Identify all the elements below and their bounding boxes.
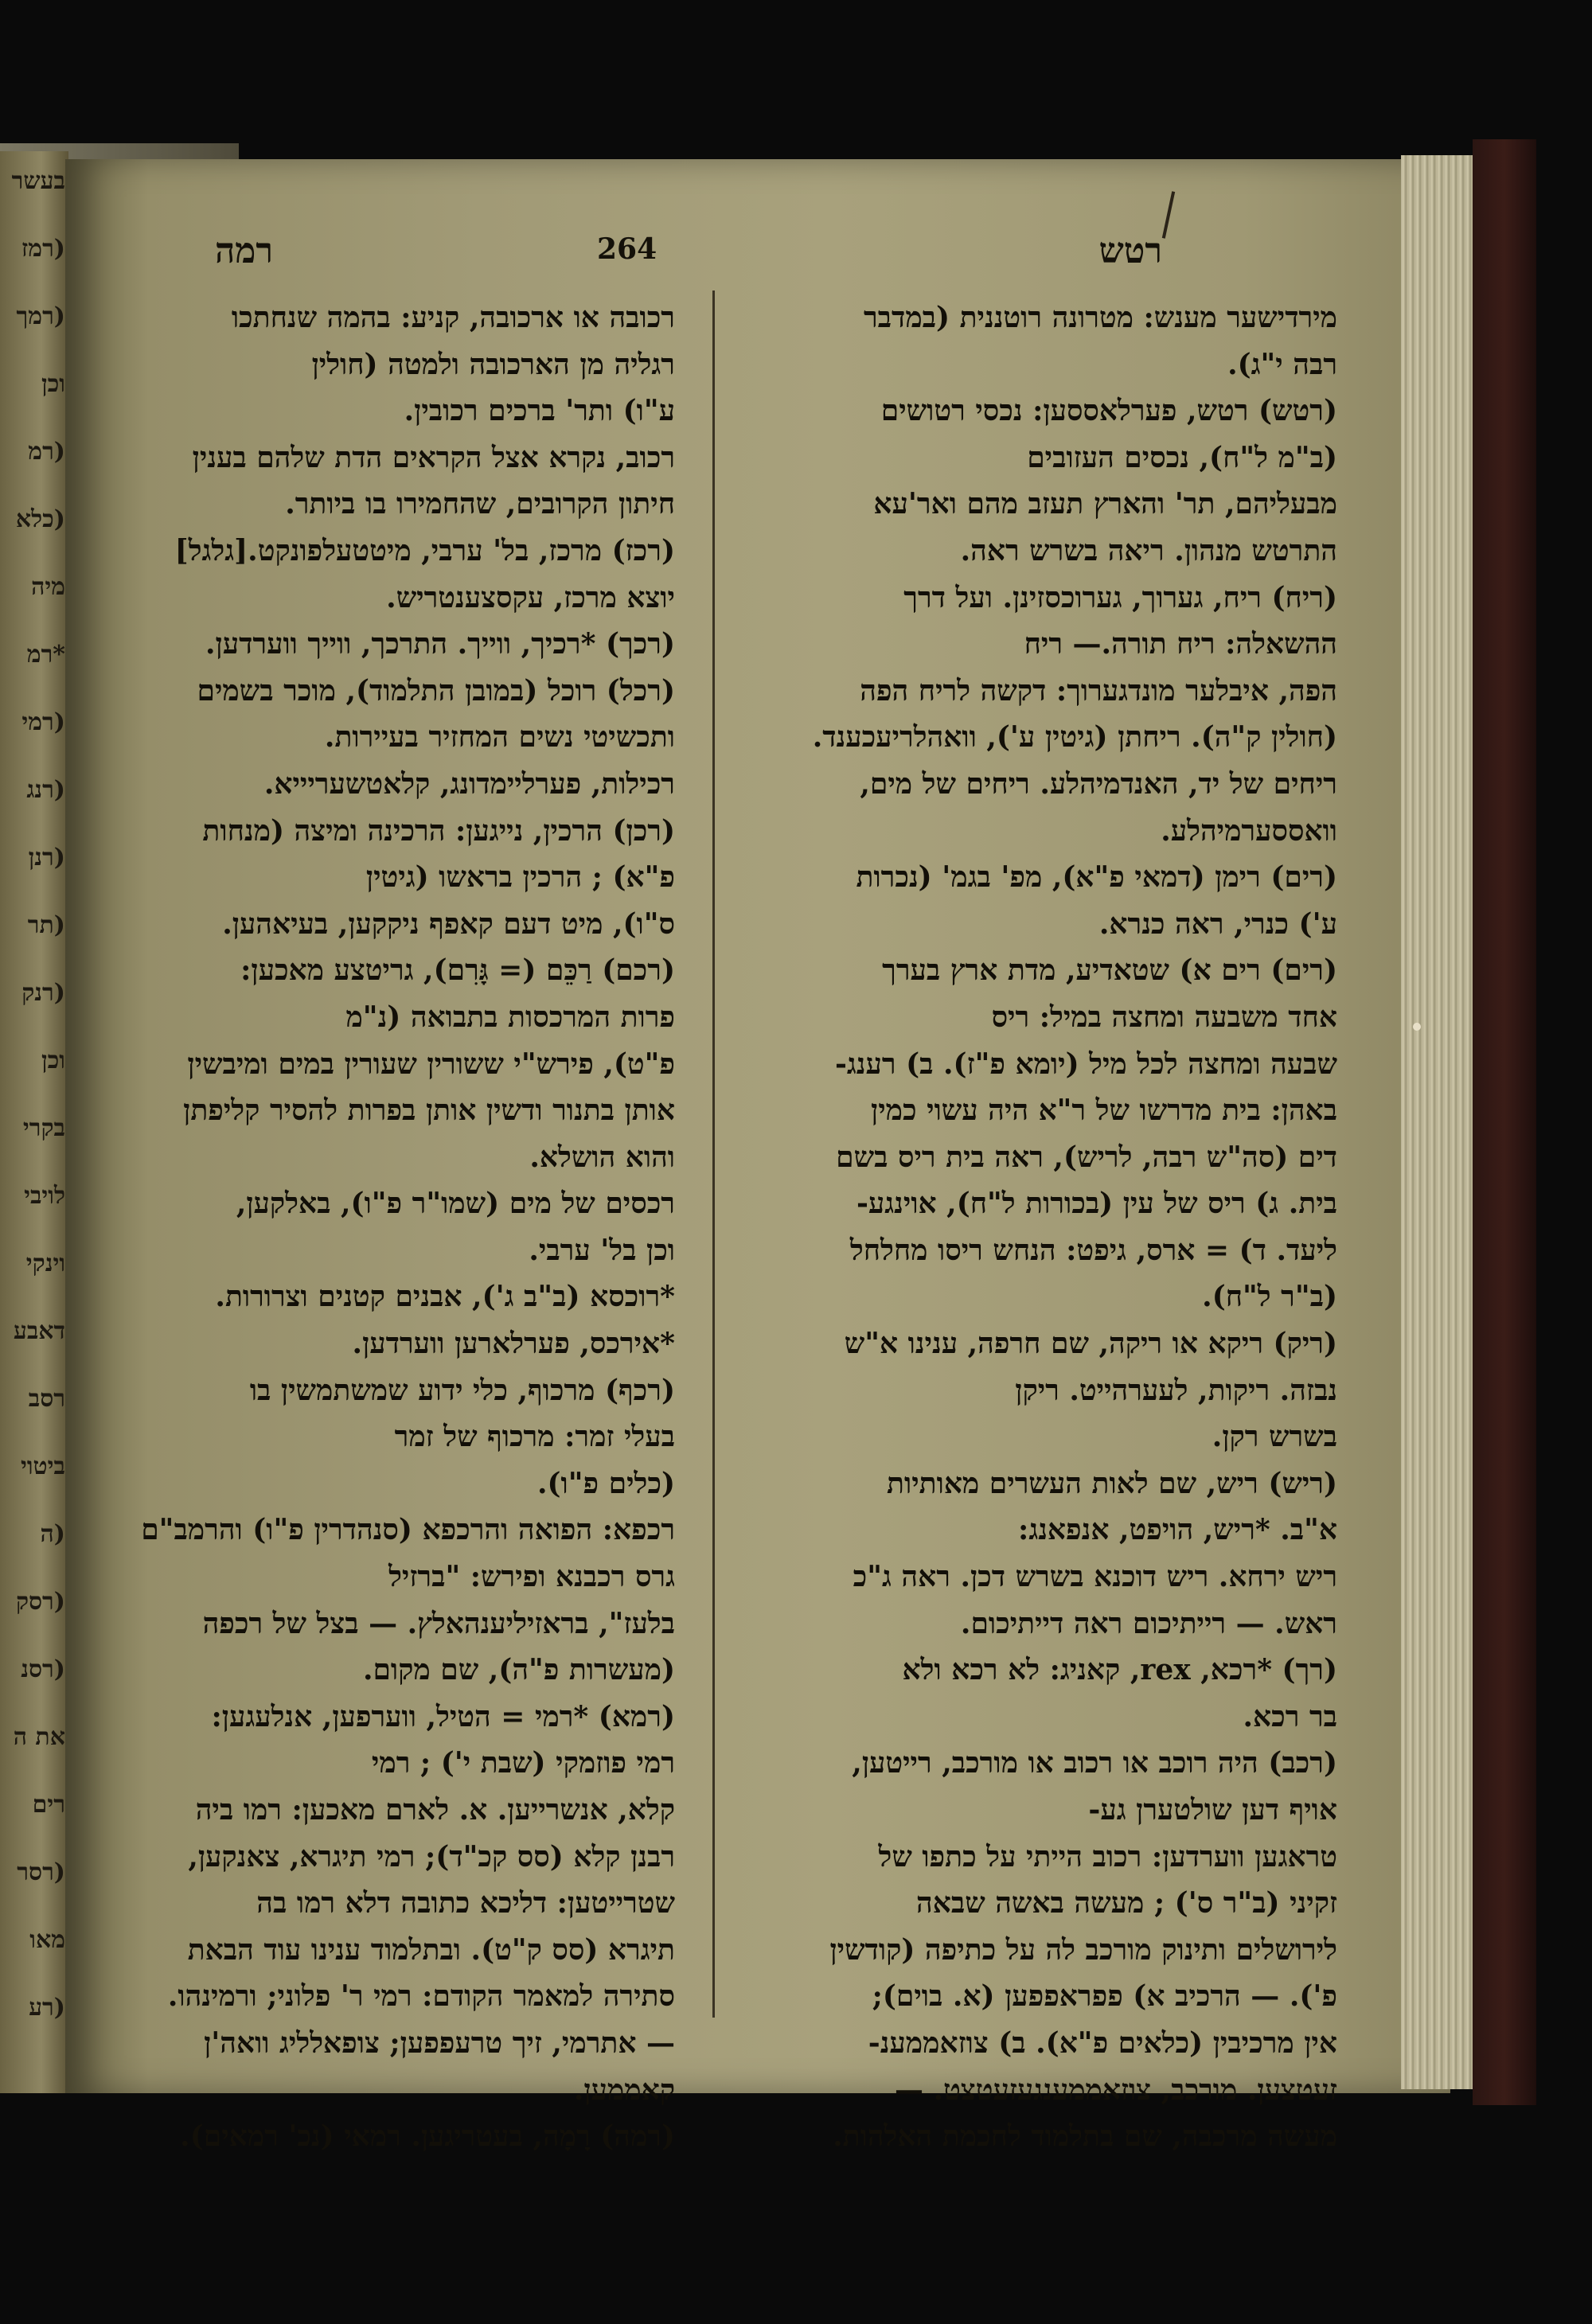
previous-page-fragment: רים bbox=[32, 1791, 65, 1819]
right-column-line: ע') כנרי, ראה כנרא. bbox=[1098, 907, 1337, 941]
previous-page-fragment: וכן bbox=[41, 370, 65, 398]
page-header bbox=[127, 231, 1369, 279]
left-column-line: רבנן קלא (סס קכ"ד); רמי תיגרא, צאנקען, bbox=[188, 1839, 675, 1874]
previous-page-fragment: וכן bbox=[41, 1047, 65, 1074]
left-column-line: רגליה מן הארכובה ולמטה (חולין bbox=[311, 347, 675, 381]
right-column-line: (רים) רים א) שטאדיע, מדת ארץ בערך bbox=[882, 953, 1337, 988]
right-column-line: הפה, איבלער מונדגערוך: דקשה לריח הפה bbox=[860, 673, 1337, 708]
left-column-line: שטרייטען: דליכא כתובה דלא רמו בה bbox=[256, 1886, 675, 1920]
left-column-line: רמי פוזמקי (שבת י') ; רמי bbox=[371, 1746, 675, 1780]
right-column-line: מבעליהם, תר' והארץ תעזב מהם ואר'עא bbox=[873, 487, 1337, 521]
previous-page-fragment: (רסנ bbox=[21, 1655, 65, 1683]
previous-page-fragment: וינקי bbox=[25, 1250, 65, 1277]
right-column-line: א"ב. *ריש, הויפט, אנפאנג: bbox=[1018, 1513, 1337, 1547]
right-column-line: אויף דען שולטערן גע- bbox=[1088, 1793, 1337, 1827]
previous-page-fragment: ביטוי bbox=[21, 1452, 65, 1480]
previous-page-fragment: (רנג bbox=[26, 776, 65, 804]
left-column-line: פ"ט), פירש"י ששורין שעורין במים ומיבשין bbox=[187, 1047, 675, 1081]
left-column-line: (רכל) רוכל (במובן התלמוד), מוכר בשמים bbox=[197, 673, 675, 708]
right-column-line: רבה י"ג). bbox=[1227, 347, 1337, 381]
right-column bbox=[780, 294, 1337, 2160]
left-column-line: (רכם) רַכֵּם (= גָּרִם), גריטצע מאכען: bbox=[240, 953, 675, 988]
left-column-line: קאממען. bbox=[573, 2072, 675, 2107]
left-column-line: (רכז) מרכז, בל' ערבי, מיטטעלפונקט.[גלגל] bbox=[174, 533, 675, 567]
left-column-line: אותן בתנור ודשין אותן בפרות להסיר קליפתן bbox=[183, 1094, 675, 1128]
right-column-line: נבזה. ריקות, לעערהייט. ריקן bbox=[1015, 1373, 1337, 1407]
left-column-line: קלא, אנשרייען. א. לארם מאכען: רמו ביה bbox=[195, 1793, 675, 1827]
left-column-line: רכפא: הפואה והרכפא (סנהדרין פ"ו) והרמב"ם bbox=[141, 1513, 675, 1547]
right-column-line: (חולין ק"ה). ריחתן (גיטין ע'), וואהלריעכענד. bbox=[812, 720, 1337, 755]
right-column-line: (ב"מ ל"ח), נכסים העזובים bbox=[1027, 440, 1337, 474]
left-column-line: רכילות, פערליימדונג, קלאטשעריייא. bbox=[263, 766, 675, 801]
previous-page-fragment: בקרי bbox=[22, 1114, 65, 1142]
previous-page-fragment: (רמי bbox=[21, 708, 65, 736]
left-column-line: והוא הושלא. bbox=[529, 1140, 675, 1174]
previous-page-fragment: (רמך bbox=[16, 302, 65, 330]
previous-page-fragment: (רמ bbox=[28, 438, 65, 466]
right-column-line: אין מרכיבין (כלאים פ"א). ב) צוזאממענ- bbox=[868, 2026, 1337, 2060]
left-column bbox=[118, 294, 675, 2160]
previous-page-fragment: (ה bbox=[40, 1520, 65, 1548]
left-column-line: ס"ו), מיט דעם קאפף ניקקען, בעיאהען. bbox=[222, 907, 675, 941]
left-column-line: יוצא מרכז, עקסצענטריש. bbox=[386, 580, 675, 614]
right-column-line: (רכב) היה רוכב או רכוב או מורכב, רייטען, bbox=[852, 1746, 1337, 1780]
left-column-line: פ"א) ; הרכין בראשו (גיטין bbox=[365, 860, 675, 895]
previous-page-fragment: את ה bbox=[13, 1723, 65, 1751]
previous-page-fragment: (רע bbox=[29, 1994, 65, 2022]
right-column-line: בר רכא. bbox=[1243, 1699, 1337, 1733]
previous-page-fragment: (רמז bbox=[21, 235, 65, 263]
previous-page-fragment: דאבע bbox=[13, 1317, 65, 1345]
left-column-line: ע"ו) ותר' ברכים רכובין. bbox=[404, 394, 675, 428]
previous-page-fragment: (תר bbox=[27, 911, 65, 939]
left-column-line: (רכן) הרכין, נייגען: הרכינה ומיצה (מנחות bbox=[202, 813, 675, 848]
book-cover-edge bbox=[1473, 139, 1536, 2105]
left-column-line: (רמה) רָמָה, בעטריגען. רמאי (נכ' רמאים). bbox=[180, 2119, 675, 2154]
previous-page-fragment: רסב bbox=[28, 1385, 65, 1413]
previous-page-edge bbox=[0, 151, 68, 2093]
left-column-line: (רמא) *רמי = הטיל, ווערפען, אנלעגען: bbox=[211, 1699, 675, 1733]
left-column-line: (רכף) מרכוף, כלי ידוע שמשתמשין בו bbox=[249, 1373, 675, 1407]
left-column-line: רכוב, נקרא אצל הקראים הדת שלהם בענין bbox=[192, 440, 675, 474]
left-column-line: פרות המרכסות בתבואה (נ"מ bbox=[345, 1000, 675, 1034]
right-column-line: ראש. — רייתיכום ראה דייתיכום. bbox=[960, 1606, 1337, 1640]
previous-page-fragment: לויבי bbox=[24, 1182, 65, 1210]
right-column-line: (רטש) רטש, פערלאססען: נכסי רטושים bbox=[880, 394, 1337, 428]
right-column-line: שבעה ומחצה לכל מיל (יומא פ"ז). ב) רענג- bbox=[834, 1047, 1337, 1081]
header-left-word: רמה bbox=[215, 231, 274, 271]
right-column-line: לירושלים ותינוק מורכב לה על כתיפה (קודשין bbox=[829, 1932, 1337, 1967]
right-column-line: טראגען ווערדען: רכוב הייתי על כתפו של bbox=[878, 1839, 1337, 1874]
right-column-line: מירדישער מענש: מטרונה רוטננית (במדבר bbox=[863, 301, 1337, 334]
page-stack-edge bbox=[1401, 155, 1481, 2089]
right-column-line: בשרש רקן. bbox=[1212, 1420, 1337, 1454]
right-column-line: (רים) רימן (דמאי פ"א), מפ' בגמ' (נכרות bbox=[856, 860, 1337, 895]
right-column-line: זקיני (ב"ר ס') ; מעשה באשה שבאה bbox=[916, 1886, 1337, 1920]
left-column-line: גרס רכבנא ופירש: "ברזיל bbox=[388, 1560, 675, 1594]
right-column-line: (ריק) ריקא או ריקה, שם חרפה, ענינו א"ש bbox=[844, 1327, 1337, 1361]
previous-page-fragment: (כלא bbox=[15, 505, 65, 533]
right-column-line: וואססערמיהלע. bbox=[1161, 813, 1337, 848]
right-column-line: (ריח) ריח, גערוך, גערוכסזינן. ועל דרך bbox=[903, 580, 1337, 614]
left-column-line: רכובה או ארכובה, קניע: בהמה שנחתכו bbox=[231, 301, 675, 334]
left-column-line: סתירה למאמר הקודם: רמי ר' פלוני; ורמינהו. bbox=[167, 1979, 675, 2014]
right-column-line: דים (סה"ש רבה, לריש), ראה בית ריס בשם bbox=[836, 1140, 1337, 1174]
previous-page-fragment: (רנן bbox=[28, 844, 65, 872]
page-number: 264 bbox=[597, 232, 657, 266]
right-column-line: מעשה מרכבה, שם בתלמוד לחכמת האלהות. bbox=[833, 2119, 1337, 2154]
previous-page-fragment: מיה bbox=[31, 573, 65, 601]
right-column-line: ההשאלה: ריח תורה.— ריח bbox=[1024, 627, 1337, 661]
right-column-line: (ב"ר ל"ח). bbox=[1202, 1280, 1337, 1314]
right-column-line: באהן: בית מדרשו של ר"א היה עשוי כמין bbox=[871, 1094, 1337, 1128]
header-right-word: רטש bbox=[1098, 231, 1162, 271]
left-column-line: *רוכסא (ב"ב ג'), אבנים קטנים וצרורות. bbox=[215, 1280, 675, 1314]
left-column-line: ותכשיטי נשים המחזיר בעיירות. bbox=[324, 720, 675, 755]
previous-page-fragment: (רנק bbox=[21, 979, 65, 1007]
left-column-line: (מעשרות פ"ה), שם מקום. bbox=[362, 1653, 675, 1687]
left-column-line: (כלים פ"ו). bbox=[537, 1466, 675, 1500]
left-column-line: תיגרא (סס ק"ט). ובתלמוד ענינו עוד הבאת bbox=[187, 1932, 675, 1967]
right-column-line: אחד משבעה ומחצה במיל: ריס bbox=[991, 1000, 1337, 1034]
column-divider bbox=[712, 290, 715, 2018]
page-speck bbox=[1413, 1023, 1421, 1031]
right-column-line: בית. ג) ריס של עין (בכורות ל"ח), אוינגע- bbox=[856, 1187, 1337, 1221]
previous-page-fragment: בעשר bbox=[11, 167, 65, 195]
right-column-line: ריחים של יד, האנדמיהלע. ריחים של מים, bbox=[860, 766, 1337, 801]
left-column-line: חיתון הקרובים, שהחמירו בו ביותר. bbox=[285, 487, 675, 521]
previous-page-fragment: (רסר bbox=[17, 1858, 65, 1886]
left-column-line: רכסים של מים (שמו"ר פ"ו), באלקען, bbox=[236, 1187, 675, 1221]
left-column-line: *אירכס, פערלארען ווערדען. bbox=[352, 1327, 675, 1361]
previous-page-fragment: (רסק bbox=[15, 1588, 65, 1616]
left-column-line: וכן בל' ערבי. bbox=[529, 1233, 675, 1267]
right-column-line: ריש ירחא. ריש דוכנא בשרש דכן. ראה ג"כ bbox=[853, 1560, 1337, 1594]
right-column-line: (רך) *רכא, rex, קאניג: לא רכא ולא bbox=[902, 1653, 1337, 1687]
previous-page-fragment: *רמ bbox=[26, 641, 65, 669]
right-column-line: זעטצען. מורכב, צוזאממענגעזעטצט. — bbox=[895, 2072, 1337, 2107]
right-column-line: (ריש) ריש, שם לאות העשרים מאותיות bbox=[887, 1466, 1337, 1500]
right-column-line: פ'). — הרכיב א) פפראפפען (א. בוים); bbox=[872, 1979, 1337, 2014]
left-column-line: בלעז", בראזיליענהאלץ. — בצל של רכפה bbox=[202, 1606, 675, 1640]
right-column-line: התרטש מנהון. ריאה בשרש ראה. bbox=[960, 533, 1337, 567]
left-column-line: (רכך) *רכיך, ווייך. התרכך, ווייך ווערדען. bbox=[205, 627, 675, 661]
right-column-line: ליעד. ד) = ארס, גיפט: הנחש ריסו מחלחל bbox=[849, 1233, 1337, 1267]
previous-page-fragment: מאו bbox=[29, 1926, 65, 1954]
left-column-line: בעלי זמר: מרכוף של זמר bbox=[394, 1420, 675, 1454]
left-column-line: — אתרמי, זיך טרעפפען; צופאלליג וואה'ן bbox=[204, 2026, 675, 2060]
